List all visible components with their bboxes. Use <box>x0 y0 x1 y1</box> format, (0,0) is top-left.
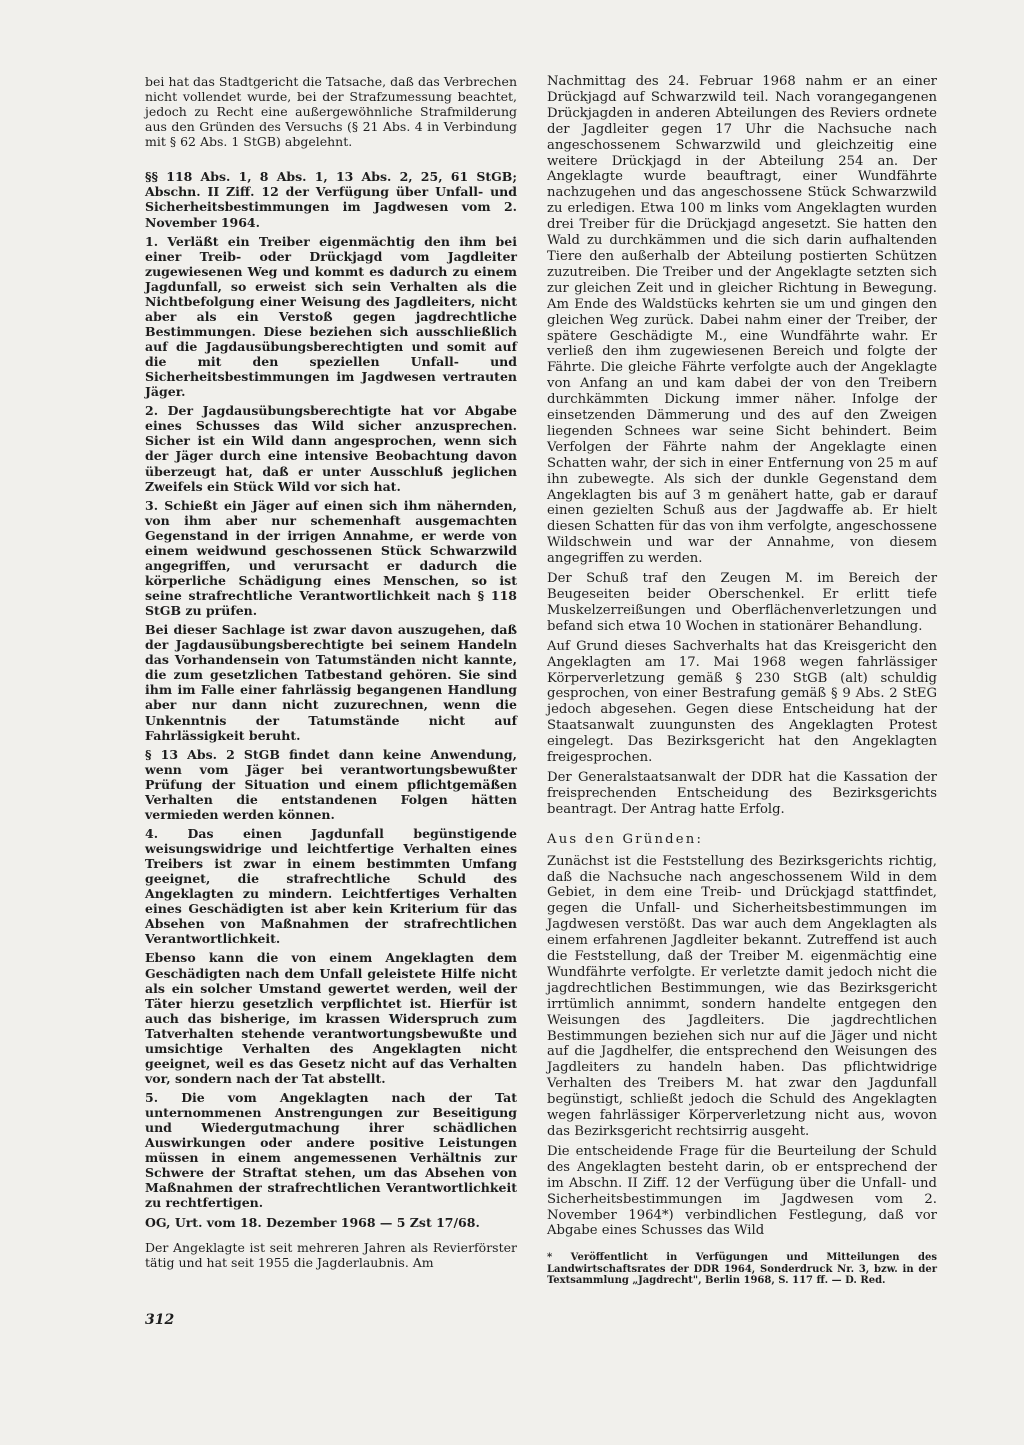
right-column-paragraph: Die entscheidende Frage für die Beurteilung der Schuld des Angeklagten besteht darin, ob er entsprechend der im Abschn. II Ziff. 12 der Verfügung über die Unfall- und Sicherheitsbestimmungen im Jagdwesen vom 2. November 1964*) verbindlichen Festlegung, daß vor Abgabe eines Schusses das Wild <box>547 1143 937 1239</box>
left-column <box>145 74 517 1274</box>
left-column-paragraph: 3. Schießt ein Jäger auf einen sich ihm nähernden, von ihm aber nur schemenhaft ausgemachten Gegenstand in der irrigen Annahme, er werde von einem weidwund geschossenen Stück Schwarzwild angegriffen, und verursacht er dadurch die körperliche Schädigung eines Menschen, so ist seine strafrechtliche Verantwortlichkeit nach § 118 StGB zu prüfen. <box>145 497 517 619</box>
right-column-paragraph: Der Generalstaatsanwalt der DDR hat die Kassation der freisprechenden Entscheidung des Bezirksgerichts beantragt. Der Antrag hatte Erfolg. <box>547 769 937 817</box>
footnote: * Veröffentlicht in Verfügungen und Mitteilungen des Landwirtschaftsrates der DDR 1964, Sonderdruck Nr. 3, bzw. in der Textsammlung „Jagdrecht", Berlin 1968, S. 117 ff. — D. Red. <box>547 1252 937 1287</box>
left-column-paragraph: Ebenso kann die von einem Angeklagten dem Geschädigten nach dem Unfall geleistete Hilfe nicht als ein solcher Umstand gewertet werden, weil der Täter hierzu gesetzlich verpflichtet ist. Hierfür ist auch das bisherige, im krassen Widerspruch zum Tatverhalten stehende verantwortungsbewußte und umsichtige Verhalten des Angeklagten nicht geeignet, weil es das Gesetz nicht auf das Verhalten vor, sondern nach der Tat abstellt. <box>145 950 517 1086</box>
left-column-paragraph: 5. Die vom Angeklagten nach der Tat unternommenen Anstrengungen zur Beseitigung und Wiedergutmachung ihrer schädlichen Auswirkungen oder andere positive Leistungen müssen in einem angemessenen Verhältnis zur Schwere der Straftat stehen, um das Absehen von Maßnahmen der strafrechtlichen Verantwortlichkeit zu rechtfertigen. <box>145 1090 517 1211</box>
right-column-paragraph: Der Schuß traf den Zeugen M. im Bereich der Beugeseiten beider Oberschenkel. Er erlitt tiefe Muskelzerreißungen und Oberflächenverletzungen und befand sich etwa 10 Wochen in stationärer Behandlung. <box>547 571 937 634</box>
left-column-paragraph: § 13 Abs. 2 StGB findet dann keine Anwendung, wenn vom Jäger bei verantwortungsbewußter Prüfung der Situation und einem pflichtgemäßen Verhalten die entstandenen Folgen hätten vermieden werden können. <box>145 746 517 822</box>
left-column-paragraph: Bei dieser Sachlage ist zwar davon auszugehen, daß der Jagdausübungsberechtigte bei seinem Handeln das Vorhandensein von Tatumständen nicht kannte, die zum gesetzlichen Tatbestand gehören. Sie sind ihm im Falle einer fahrlässig begangenen Handlung aber nur dann nicht zuzurechnen, wenn die Unkenntnis der Tatumstände nicht auf Fahrlässigkeit beruht. <box>145 622 517 743</box>
right-column-paragraph: Zunächst ist die Feststellung des Bezirksgerichts richtig, daß die Nachsuche nach angeschossenem Wild in dem Gebiet, in dem eine Treib- und Drückjagd stattfindet, gegen die Unfall- und Sicherheitsbestimmungen im Jagdwesen verstößt. Das war auch dem Angeklagten als einem erfahrenen Jagdleiter bekannt. Zutreffend ist auch die Feststellung, daß der Treiber M. eigenmächtig eine Wundfährte verfolgte. Er verletzte damit jedoch nicht die jagdrechtlichen Bestimmungen, wie das Bezirksgericht irrtümlich annimmt, sondern handelte entgegen den Weisungen des Jagdleiters. Die jagdrechtlichen Bestimmungen beziehen sich nur auf die Jäger und nicht auf die Jagdhelfer, die entsprechend den Weisungen des Jagdleiters zu handeln haben. Das pflichtwidrige Verhalten des Treibers M. hat zwar den Jagdunfall begünstigt, schließt jedoch die Schuld des Angeklagten wegen fahrlässiger Körperverletzung nicht aus, wovon das Bezirksgericht rechtsirrig ausgeht. <box>547 853 937 1139</box>
left-column-paragraph: Der Angeklagte ist seit mehreren Jahren als Revierförster tätig und hat seit 1955 die Jagderlaubnis. Am <box>145 1239 517 1270</box>
left-column-paragraph: bei hat das Stadtgericht die Tatsache, daß das Verbrechen nicht vollendet wurde, bei der Strafzumessung beachtet, jedoch zu Recht eine außergewöhnliche Strafmilderung aus den Gründen des Versuchs (§ 21 Abs. 4 in Verbindung mit § 62 Abs. 1 StGB) abgelehnt. <box>145 74 517 150</box>
right-column <box>547 74 937 1243</box>
right-column-paragraph: Auf Grund dieses Sachverhalts hat das Kreisgericht den Angeklagten am 17. Mai 1968 wegen fahrlässiger Körperverletzung gemäß § 230 StGB (alt) schuldig gesprochen, von einer Bestrafung gemäß § 9 Abs. 2 StEG jedoch abgesehen. Gegen diese Entscheidung hat der Staatsanwalt zuungunsten des Angeklagten Protest eingelegt. Das Bezirksgericht hat den Angeklagten freigesprochen. <box>547 638 937 766</box>
left-column-paragraph: 4. Das einen Jagdunfall begünstigende weisungswidrige und leichtfertige Verhalten eines Treibers ist zwar in einem bestimmten Umfang geeignet, die strafrechtliche Schuld des Angeklagten zu mindern. Leichtfertiges Verhalten eines Geschädigten ist aber kein Kriterium für das Absehen von Maßnahmen der strafrechtlichen Verantwortlichkeit. <box>145 825 517 947</box>
section-heading: Aus den Gründen: <box>547 831 704 847</box>
left-column-paragraph: §§ 118 Abs. 1, 8 Abs. 1, 13 Abs. 2, 25, 61 StGB; Abschn. II Ziff. 12 der Verfügung über Unfall- und Sicherheitsbestimmungen im Jagdwesen vom 2. November 1964. <box>145 169 517 230</box>
left-column-paragraph: 2. Der Jagdausübungsberechtigte hat vor Abgabe eines Schusses das Wild sicher anzusprechen. Sicher ist ein Wild dann angesprochen, wenn sich der Jäger durch eine intensive Beobachtung davon überzeugt hat, daß er unter Ausschluß jeglichen Zweifels ein Stück Wild vor sich hat. <box>145 403 517 494</box>
left-column-paragraph: 1. Verläßt ein Treiber eigenmächtig den ihm bei einer Treib- oder Drückjagd vom Jagdleiter zugewiesenen Weg und kommt es dadurch zu einem Jagdunfall, so erweist sich sein Verhalten als die Nichtbefolgung einer Weisung des Jagdleiters, nicht aber als ein Verstoß gegen jagdrechtliche Bestimmungen. Diese beziehen sich ausschließlich auf die Jagdausübungsberechtigten und somit auf die mit den speziellen Unfall- und Sicherheitsbestimmungen im Jagdwesen vertrauten Jäger. <box>145 233 517 400</box>
right-column-paragraph: Nachmittag des 24. Februar 1968 nahm er an einer Drückjagd auf Schwarzwild teil. Nach vorangegangenen Drückjagden in anderen Abteilungen des Reviers ordnete der Jagdleiter gegen 17 Uhr die Nachsuche nach angeschossenem Schwarzwild und gleichzeitig eine weitere Drückjagd in der Abteilung 254 an. Der Angeklagte wurde beauftragt, einer Wundfährte nachzugehen und das angeschossene Stück Schwarzwild zu erledigen. Etwa 100 m links vom Angeklagten wurden drei Treiber für die Drückjagd angesetzt. Sie hatten den Wald zu durchkämmen und die sich darin aufhaltenden Tiere den außerhalb der Abteilung postierten Schützen zuzutreiben. Die Treiber und der Angeklagte setzten sich zur gleichen Zeit und in gleicher Richtung in Bewegung. Am Ende des Waldstücks kehrten sie um und gingen den gleichen Weg zurück. Dabei nahm einer der Treiber, der spätere Geschädigte M., eine Wundfährte wahr. Er verließ den ihm zugewiesenen Bereich und folgte der Fährte. Die gleiche Fährte verfolgte auch der Angeklagte von Anfang an und kam dabei der von den Treibern durchkämmten Dickung immer näher. Infolge der einsetzenden Dämmerung und des auf den Zweigen liegenden Schnees war seine Sicht behindert. Beim Verfolgen der Fährte nahm der Angeklagte einen Schatten wahr, der sich in einer Entfernung von 25 m auf ihn zubewegte. Als sich der dunkle Gegenstand dem Angeklagten bis auf 3 m genähert hatte, gab er darauf einen gezielten Schuß aus der Jagdwaffe ab. Er hielt diesen Schatten für das von ihm verfolgte, angeschossene Wildschwein und war der Annahme, von diesem angegriffen zu werden. <box>547 74 937 567</box>
left-column-paragraph: OG, Urt. vom 18. Dezember 1968 — 5 Zst 17/68. <box>145 1214 480 1230</box>
page-number: 312 <box>145 1312 175 1328</box>
